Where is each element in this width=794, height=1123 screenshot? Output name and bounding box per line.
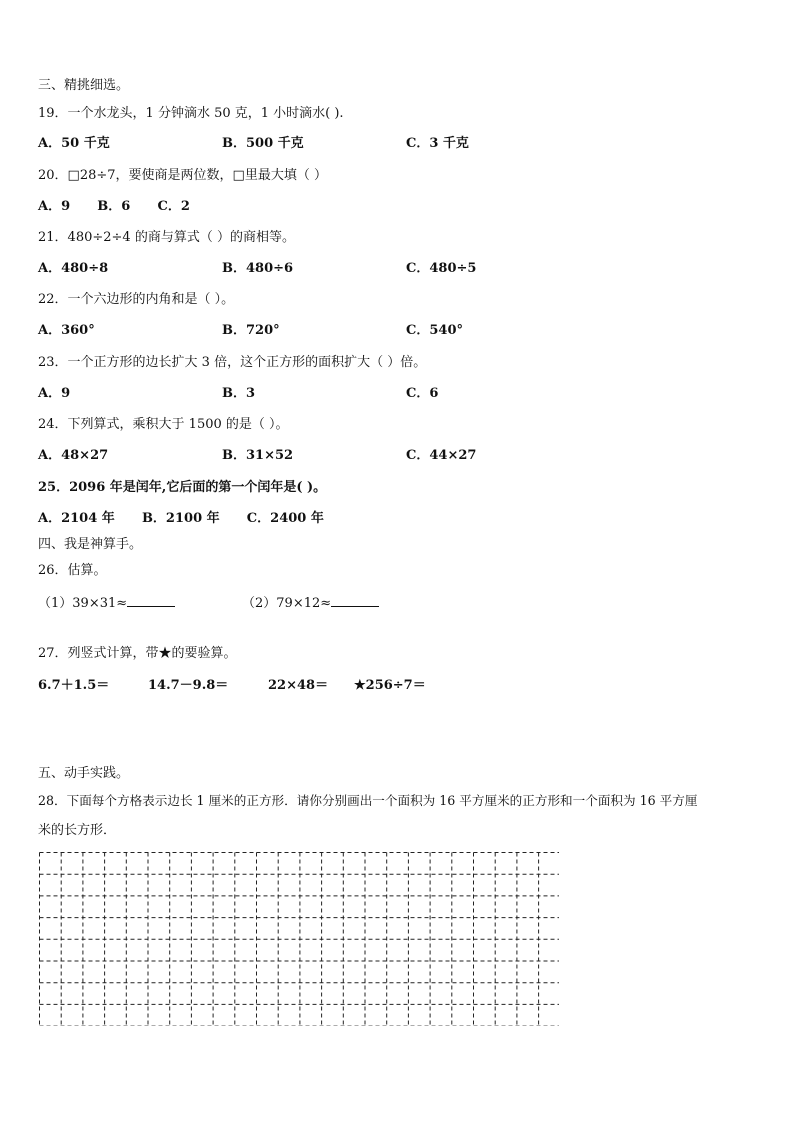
q22-option-c: C．540°	[406, 323, 463, 338]
q26-part-2-text: （2）79×12≈	[242, 596, 332, 611]
q24-option-a: A．48×27	[38, 448, 109, 463]
question-19: 19．一个水龙头，1 分钟滴水 50 克，1 小时滴水( ).	[38, 106, 344, 121]
answer-blank	[331, 594, 379, 607]
section-4-title: 四、我是神算手。	[38, 537, 143, 552]
question-28-line-1: 28．下面每个方格表示边长 1 厘米的正方形．请你分别画出一个面积为 16 平方厘米的正方形和一个面积为 16 平方厘	[38, 793, 698, 808]
q27-expr-3: 22×48＝	[268, 678, 329, 693]
q21-option-c: C．480÷5	[406, 261, 477, 276]
q23-option-b: B．3	[222, 386, 256, 401]
question-23: 23．一个正方形的边长扩大 3 倍，这个正方形的面积扩大（ ）倍。	[38, 355, 427, 370]
q24-option-b: B．31×52	[222, 448, 294, 463]
q26-part-1-text: （1）39×31≈	[38, 596, 128, 611]
q22-option-a: A．360°	[38, 323, 95, 338]
answer-blank	[127, 594, 175, 607]
q19-option-a: A．50 千克	[38, 136, 110, 151]
q25-options: A．2104 年 B．2100 年 C．2400 年	[38, 511, 324, 526]
question-22: 22．一个六边形的内角和是（ ）。	[38, 292, 235, 307]
question-20: 20．□28÷7，要使商是两位数，□里最大填（ ）	[38, 168, 327, 183]
q26-part-1	[38, 594, 175, 612]
question-24: 24．下列算式，乘积大于 1500 的是（ ）。	[38, 417, 289, 432]
q20-options: A．9 B．6 C．2	[38, 199, 190, 214]
q21-option-a: A．480÷8	[38, 261, 109, 276]
q19-option-b: B．500 千克	[222, 136, 304, 151]
square-grid	[39, 852, 559, 1026]
q27-expr-4: ★256÷7＝	[354, 678, 426, 693]
question-28-line-2: 米的长方形．	[38, 823, 117, 838]
q27-expr-1: 6.7＋1.5＝	[38, 678, 110, 693]
q26-part-2	[242, 594, 379, 612]
question-21: 21．480÷2÷4 的商与算式（ ）的商相等。	[38, 230, 295, 245]
q23-option-a: A．9	[38, 386, 71, 401]
question-26: 26．估算。	[38, 563, 107, 578]
section-3-title: 三、精挑细选。	[38, 78, 130, 93]
q21-option-b: B．480÷6	[222, 261, 294, 276]
q23-option-c: C．6	[406, 386, 439, 401]
q22-option-b: B．720°	[222, 323, 280, 338]
question-27: 27．列竖式计算，带★的要验算。	[38, 646, 237, 661]
question-25: 25．2096 年是闰年,它后面的第一个闰年是( )。	[38, 480, 327, 495]
q27-expr-2: 14.7－9.8＝	[148, 678, 229, 693]
q19-option-c: C．3 千克	[406, 136, 469, 151]
section-5-title: 五、动手实践。	[38, 766, 130, 781]
q24-option-c: C．44×27	[406, 448, 477, 463]
